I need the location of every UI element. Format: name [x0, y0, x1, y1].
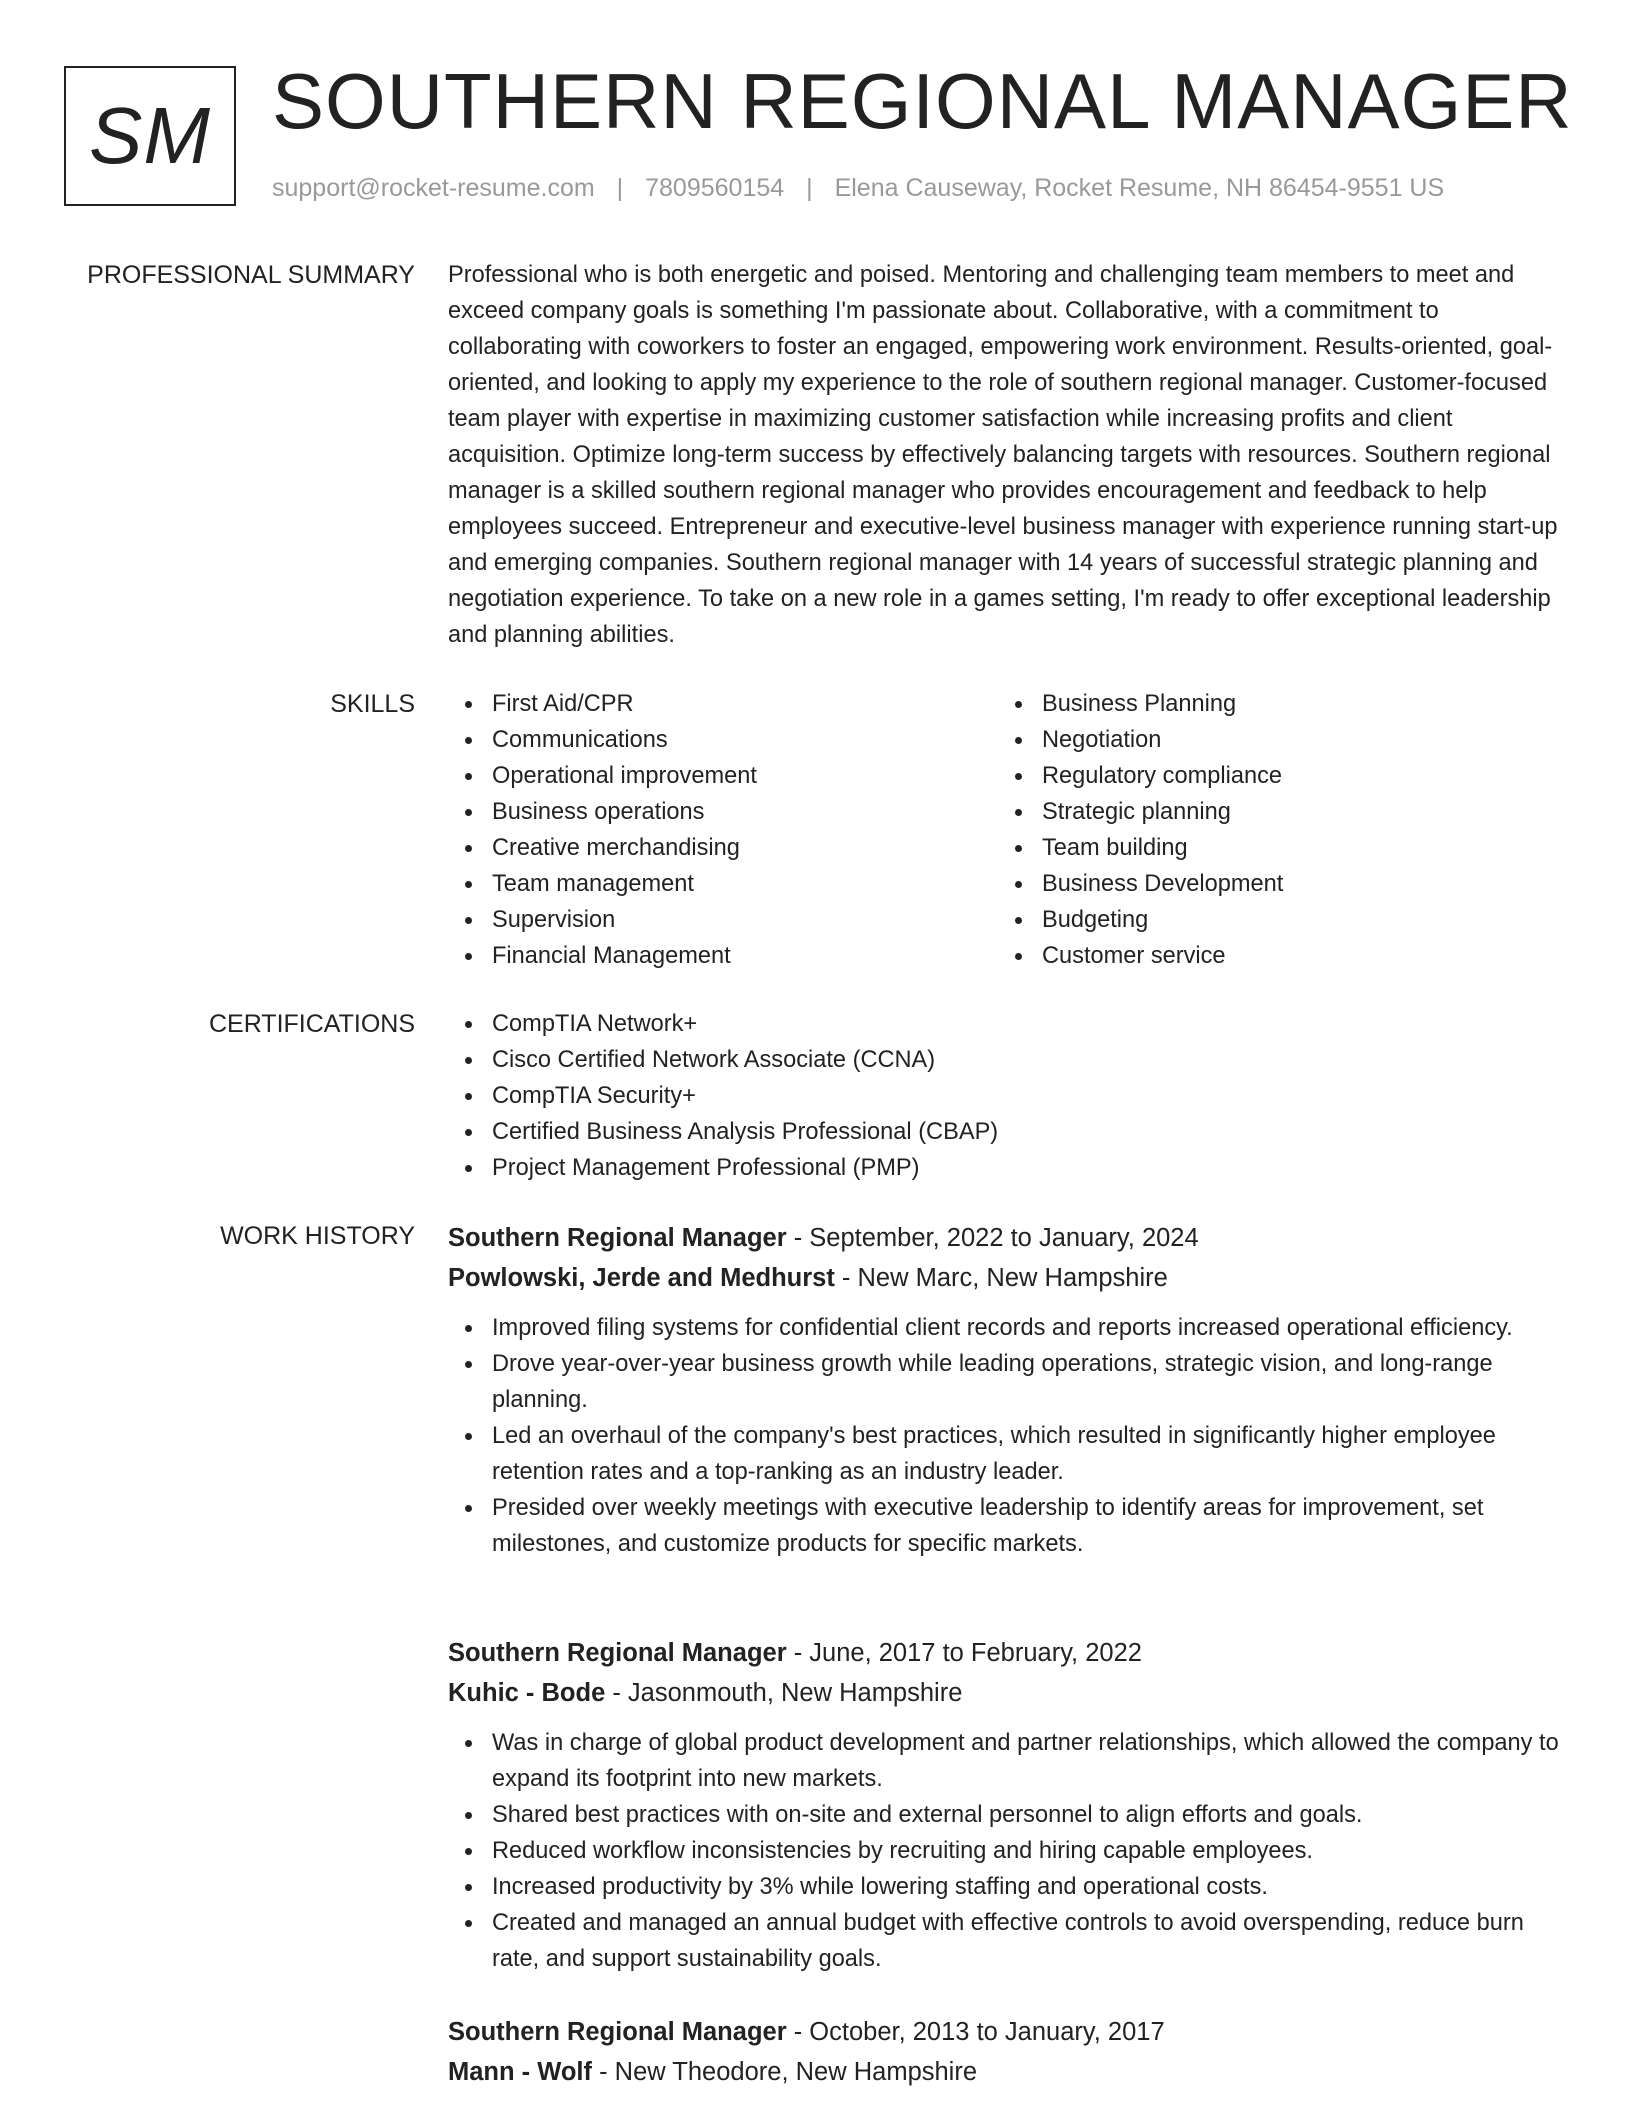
section-heading-work-history: WORK HISTORY: [220, 1222, 415, 1250]
job-company-line: [448, 1258, 1560, 1298]
list-item: Certified Business Analysis Professional (CBAP): [448, 1114, 1560, 1150]
list-item: Created and managed an annual budget with effective controls to avoid overspending, reduce burn rate, and support sustainability goals.: [448, 1905, 1560, 1977]
list-item: Negotiation: [998, 722, 1548, 758]
list-item: Business Development: [998, 866, 1548, 902]
list-item: Presided over weekly meetings with executive leadership to identify areas for improvement, set milestones, and customize products for specific markets.: [448, 1490, 1560, 1562]
list-item: Budgeting: [998, 902, 1548, 938]
resume-title: SOUTHERN REGIONAL MANAGER: [272, 57, 1573, 145]
list-item: Operational improvement: [448, 758, 998, 794]
list-item: Customer service: [998, 938, 1548, 974]
skills-list: [448, 686, 1560, 974]
list-item: Creative merchandising: [448, 830, 998, 866]
contact-separator: |: [616, 174, 624, 202]
list-item: Team management: [448, 866, 998, 902]
contact-address: Elena Causeway, Rocket Resume, NH 86454-9551 US: [834, 174, 1445, 202]
list-item: Shared best practices with on-site and external personnel to align efforts and goals.: [448, 1797, 1560, 1833]
list-item: Project Management Professional (PMP): [448, 1150, 1560, 1186]
summary-text: Professional who is both energetic and poised. Mentoring and challenging team members to meet and exceed company goals is something I'm passionate about. Collaborative, with a commitment to collaborating with coworkers to foster an engaged, empowering work environment. Results-oriented, goal-oriented, and looking to apply my experience to the role of southern regional manager. Customer-focused team player with expertise in maximizing customer satisfaction while increasing profits and client acquisition. Optimize long-term success by effectively balancing targets with resources. Southern regional manager is a skilled southern regional manager who provides encouragement and feedback to help employees succeed. Entrepreneur and executive-level business manager with experience running start-up and emerging companies. Southern regional manager with 14 years of successful strategic planning and negotiation experience. To take on a new role in a games setting, I'm ready to offer exceptional leadership and planning abilities.: [448, 262, 1558, 648]
certifications-body: [448, 1006, 1560, 1186]
list-item: CompTIA Network+: [448, 1006, 1560, 1042]
job-company: Mann - Wolf: [448, 2058, 592, 2086]
job-entry: [448, 2012, 1560, 2092]
job-dates: - October, 2013 to January, 2017: [786, 2018, 1165, 2046]
list-item: First Aid/CPR: [448, 686, 998, 722]
monogram-logo: SM: [64, 66, 236, 206]
skills-column-1: [448, 686, 998, 974]
skills-column-2: [998, 686, 1548, 974]
job-dates: - September, 2022 to January, 2024: [786, 1224, 1199, 1252]
job-company: Powlowski, Jerde and Medhurst: [448, 1264, 835, 1292]
list-item: Business operations: [448, 794, 998, 830]
job-entry: [448, 1633, 1560, 1977]
job-duties-list: [448, 1310, 1560, 1562]
job-location: - New Marc, New Hampshire: [834, 1264, 1168, 1292]
list-item: Reduced workflow inconsistencies by recruiting and hiring capable employees.: [448, 1833, 1560, 1869]
job-title: Southern Regional Manager: [448, 1639, 787, 1667]
list-item: Team building: [998, 830, 1548, 866]
job-company-line: [448, 1673, 1560, 1713]
certifications-list: [448, 1006, 1560, 1186]
job-location: - New Theodore, New Hampshire: [592, 2058, 978, 2086]
job-title: Southern Regional Manager: [448, 1224, 787, 1252]
section-heading-summary: PROFESSIONAL SUMMARY: [87, 261, 415, 289]
list-item: CompTIA Security+: [448, 1078, 1560, 1114]
list-item: Drove year-over-year business growth while leading operations, strategic vision, and long-range planning.: [448, 1346, 1560, 1418]
list-item: Communications: [448, 722, 998, 758]
summary-body: [448, 257, 1560, 653]
list-item: Regulatory compliance: [998, 758, 1548, 794]
job-company: Kuhic - Bode: [448, 1679, 606, 1707]
list-item: Increased productivity by 3% while lowering staffing and operational costs.: [448, 1869, 1560, 1905]
job-location: - Jasonmouth, New Hampshire: [605, 1679, 963, 1707]
job-title-line: [448, 2012, 1560, 2052]
list-item: Business Planning: [998, 686, 1548, 722]
list-item: Cisco Certified Network Associate (CCNA): [448, 1042, 1560, 1078]
contact-email: support@rocket-resume.com: [272, 174, 595, 202]
contact-phone: 7809560154: [645, 174, 785, 202]
job-title: Southern Regional Manager: [448, 2018, 787, 2046]
list-item: Supervision: [448, 902, 998, 938]
list-item: Improved filing systems for confidential client records and reports increased operational efficiency.: [448, 1310, 1560, 1346]
list-item: Financial Management: [448, 938, 998, 974]
work-history-body: [448, 1218, 1560, 2098]
job-company-line: [448, 2052, 1560, 2092]
job-duties-list: [448, 1725, 1560, 1977]
list-item: Led an overhaul of the company's best practices, which resulted in significantly higher employee retention rates and a top-ranking as an industry leader.: [448, 1418, 1560, 1490]
list-item: Strategic planning: [998, 794, 1548, 830]
section-heading-skills: SKILLS: [330, 690, 415, 718]
job-title-line: [448, 1633, 1560, 1673]
job-dates: - June, 2017 to February, 2022: [786, 1639, 1142, 1667]
list-item: Was in charge of global product development and partner relationships, which allowed the company to expand its footprint into new markets.: [448, 1725, 1560, 1797]
section-heading-certifications: CERTIFICATIONS: [208, 1010, 415, 1038]
contact-separator: |: [806, 174, 813, 202]
job-entry: [448, 1218, 1560, 1562]
job-title-line: [448, 1218, 1560, 1258]
contact-line: [272, 174, 1444, 203]
